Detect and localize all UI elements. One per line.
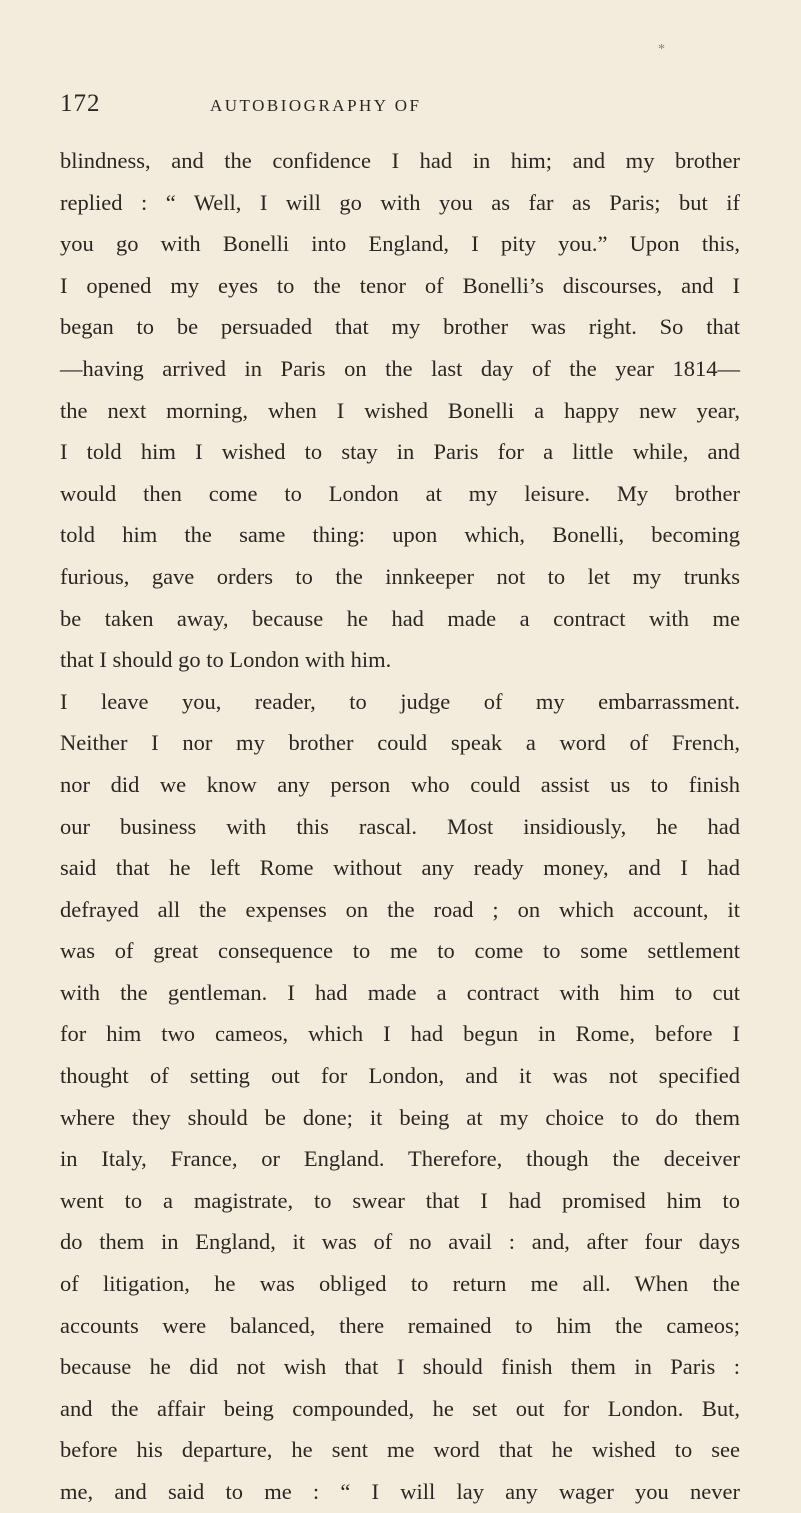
text-line: I opened my eyes to the tenor of Bonelli’s discourses, and I [60,272,740,298]
text-line: would then come to London at my leisure. My brother [60,480,740,506]
text-line: be taken away, because he had made a contract with me [60,605,740,631]
text-line: began to be persuaded that my brother was right. So that [60,314,740,340]
text-line: nor did we know any person who could assist us to finish [60,771,740,797]
running-head-title: AUTOBIOGRAPHY OF [210,96,422,115]
text-line: defrayed all the expenses on the road ; on which account, it [60,896,740,922]
text-line: with the gentleman. I had made a contract with him to cut [60,979,740,1005]
text-line: furious, gave orders to the innkeeper not to let my trunks [60,563,740,589]
text-line: in Italy, France, or England. Therefore, though the deceiver [60,1146,740,1172]
text-line: —having arrived in Paris on the last day of the year 1814— [60,355,740,381]
text-line: do them in England, it was of no avail : and, after four days [60,1229,740,1255]
text-line: and the affair being compounded, he set out for London. But, [60,1395,740,1421]
text-line: was of great consequence to me to come to some settlement [60,938,740,964]
text-line: I leave you, reader, to judge of my embarrassment. [60,688,740,714]
text-line: accounts were balanced, there remained to him the cameos; [60,1312,740,1338]
text-line: because he did not wish that I should finish them in Paris : [60,1354,740,1380]
printer-mark: * [658,42,665,57]
text-line: told him the same thing: upon which, Bonelli, becoming [60,522,740,548]
text-line: me, and said to me : “ I will lay any wager you never [60,1479,740,1504]
text-line: went to a magistrate, to swear that I had promised him to [60,1187,740,1213]
text-line: Neither I nor my brother could speak a word of French, [60,730,740,756]
text-line: thought of setting out for London, and it was not specified [60,1063,740,1089]
text-line: said that he left Rome without any ready money, and I had [60,855,740,881]
text-line: for him two cameos, which I had begun in Rome, before I [60,1021,740,1047]
text-line: blindness, and the confidence I had in him; and my brother [60,148,740,173]
text-line: of litigation, he was obliged to return me all. When the [60,1271,740,1297]
body-text [60,140,740,1513]
page-number: 172 [60,90,101,117]
text-line: that I should go to London with him. [60,647,392,673]
text-line: replied : “ Well, I will go with you as far as Paris; but if [60,189,740,215]
text-line: before his departure, he sent me word that he wished to see [60,1437,740,1463]
text-line: the next morning, when I wished Bonelli a happy new year, [60,397,740,423]
text-line: where they should be done; it being at my choice to do them [60,1104,740,1130]
running-head [60,90,740,126]
text-line: I told him I wished to stay in Paris for a little while, and [60,439,740,465]
text-line: our business with this rascal. Most insidiously, he had [60,813,740,839]
text-line: you go with Bonelli into England, I pity you.” Upon this, [60,231,740,257]
